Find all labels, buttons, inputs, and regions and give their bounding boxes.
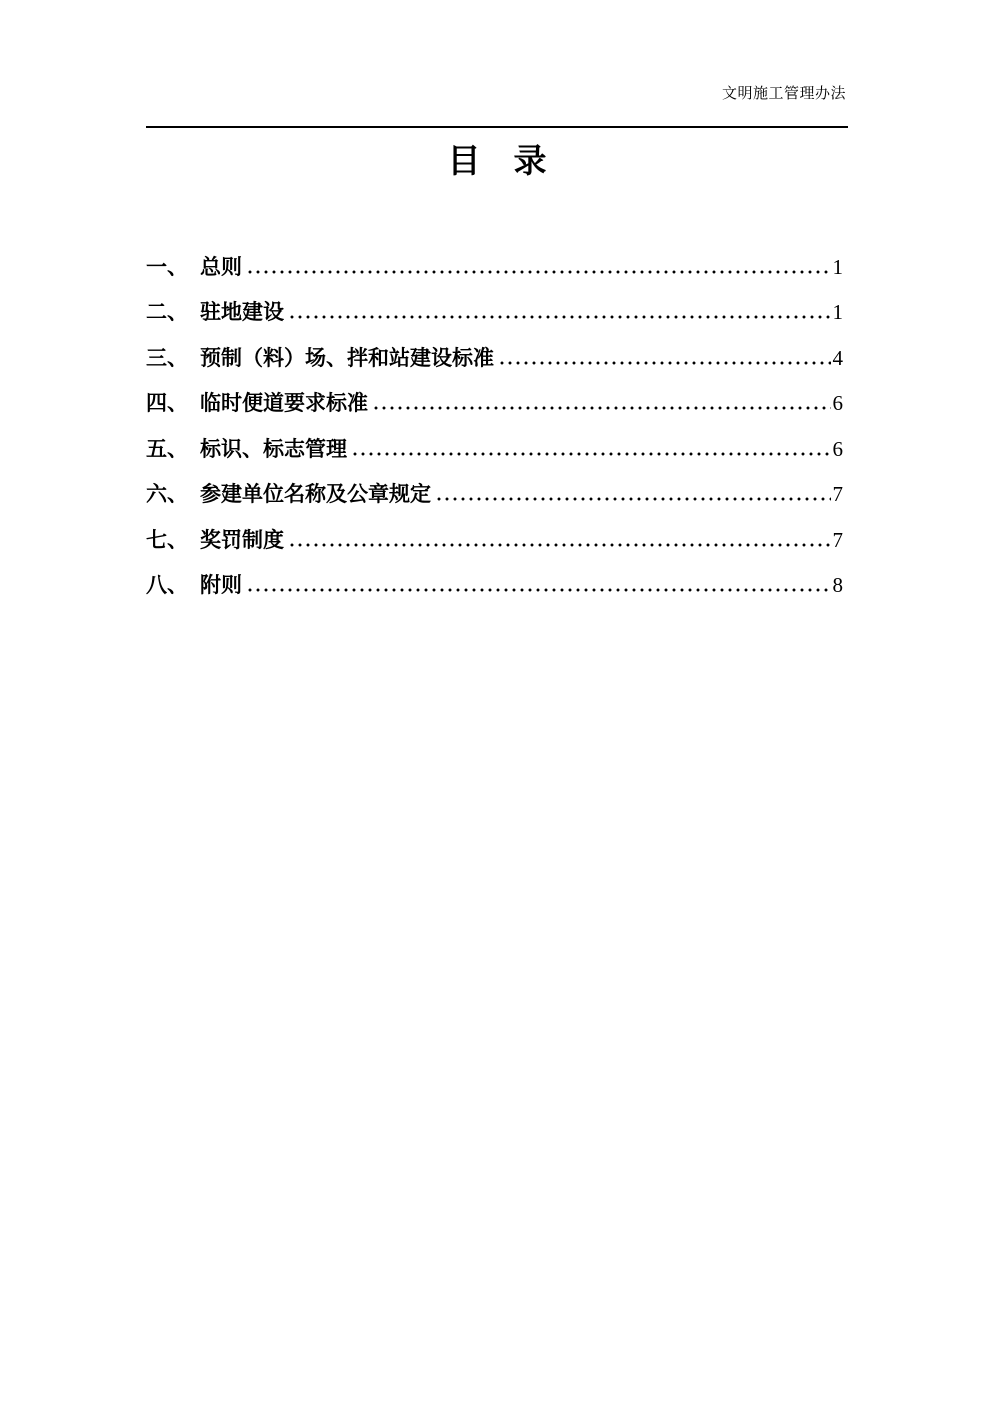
toc-entry-page: 4	[832, 345, 843, 370]
toc-entry-page: 1	[832, 254, 843, 279]
toc-leader-dots	[248, 270, 831, 274]
toc-entry-number: 五、	[146, 437, 188, 461]
toc-entry-title: 奖罚制度	[200, 528, 284, 552]
toc-entry-number: 一、	[146, 255, 188, 279]
toc-entry-page: 1	[832, 300, 843, 324]
toc-entry-number: 六、	[146, 483, 188, 506]
toc-leader-dots	[290, 315, 831, 319]
toc-entry-title: 预制（料）场、拌和站建设标准	[200, 346, 494, 370]
toc-page-title: 目 录	[447, 144, 547, 180]
toc-entry-title: 附则	[200, 574, 242, 597]
toc-entry-number: 二、	[146, 301, 188, 324]
toc-entry[interactable]	[146, 278, 848, 324]
toc-entry-number: 三、	[146, 346, 188, 370]
toc-entry-title: 参建单位名称及公章规定	[200, 483, 431, 506]
toc-entry[interactable]	[146, 505, 848, 551]
toc-entry-page: 6	[832, 391, 843, 415]
toc-entry-number: 八、	[146, 574, 188, 597]
toc-entry[interactable]	[146, 460, 848, 506]
header-divider-line	[146, 126, 848, 128]
toc-entry-number: 七、	[146, 528, 188, 552]
toc-leader-dots	[353, 452, 831, 456]
toc-entry-page: 8	[832, 573, 843, 597]
toc-leader-dots	[500, 361, 831, 365]
page-content	[146, 0, 848, 1404]
toc-entry[interactable]	[146, 414, 848, 460]
toc-leader-dots	[248, 588, 831, 592]
toc-entry-title: 标识、标志管理	[200, 437, 347, 461]
toc-entry-title: 临时便道要求标准	[200, 392, 368, 415]
toc-entry-page: 6	[832, 436, 843, 461]
toc-entry-page: 7	[832, 482, 843, 506]
toc-entry-title: 总则	[200, 255, 242, 279]
toc-leader-dots	[437, 497, 831, 501]
toc-entry-title: 驻地建设	[200, 301, 284, 324]
toc-entry-page: 7	[832, 527, 843, 552]
toc-entry[interactable]	[146, 323, 848, 369]
toc-entry[interactable]	[146, 232, 848, 278]
toc-leader-dots	[290, 543, 831, 547]
toc-entry-number: 四、	[146, 392, 188, 415]
toc-entry[interactable]	[146, 369, 848, 415]
running-header: 文明施工管理办法	[721, 86, 846, 102]
toc-leader-dots	[374, 406, 831, 410]
toc-list	[146, 232, 848, 596]
toc-entry[interactable]	[146, 551, 848, 597]
